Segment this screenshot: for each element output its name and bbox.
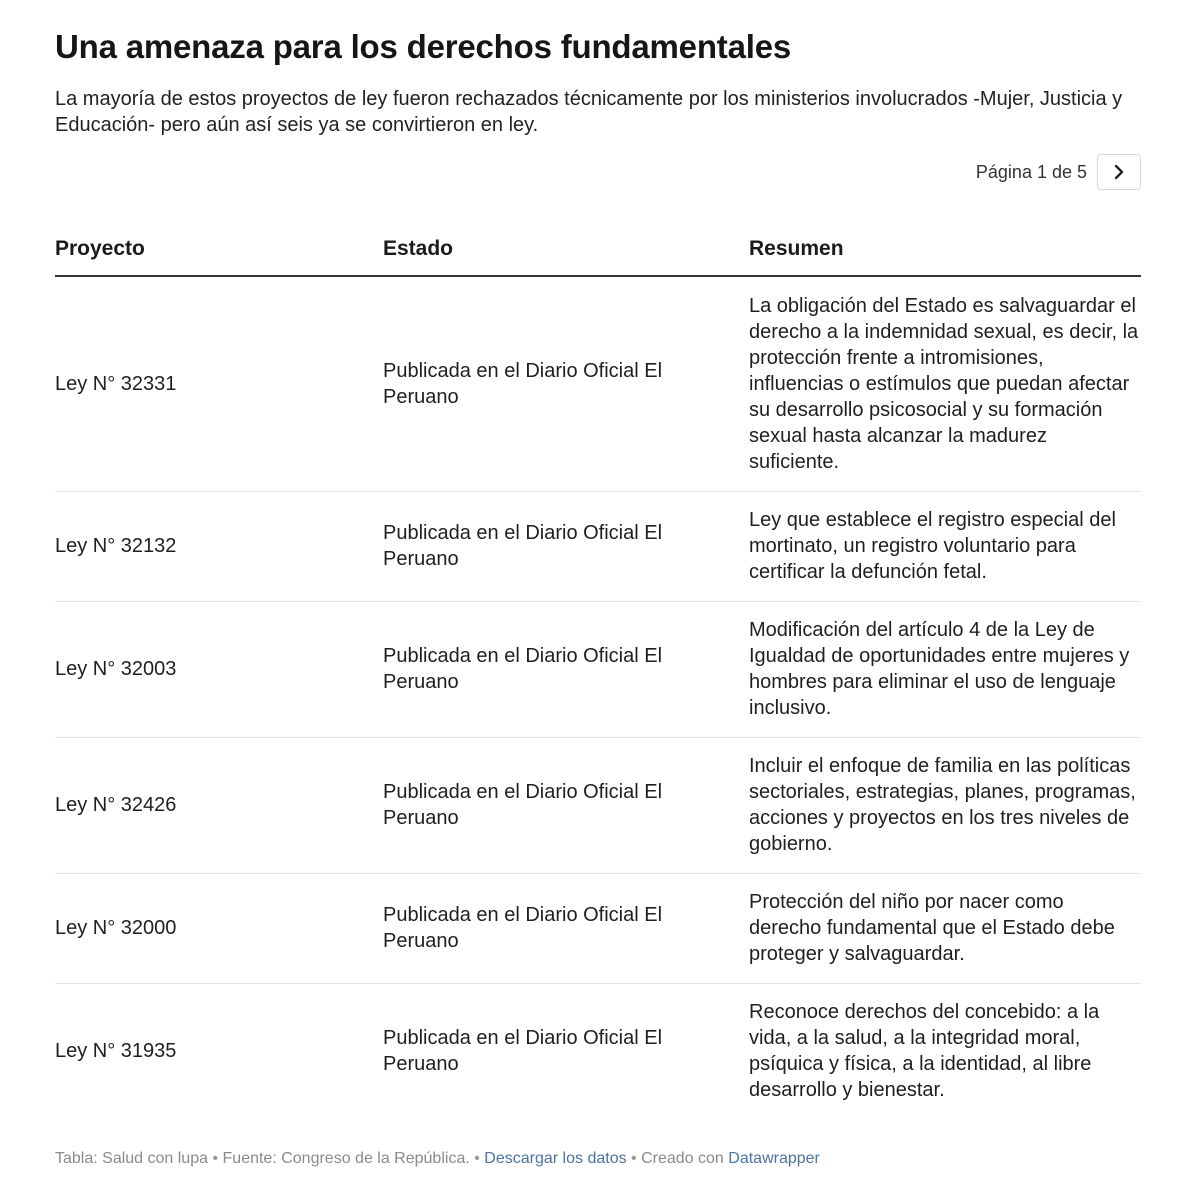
footer-source: Tabla: Salud con lupa: [55, 1150, 208, 1167]
page-title: Una amenaza para los derechos fundamentales: [55, 28, 791, 65]
footer-separator: •: [631, 1150, 637, 1167]
footer-separator: •: [212, 1150, 219, 1167]
footer-created-with: Creado con: [641, 1150, 724, 1167]
cell-estado: Publicada en el Diario Oficial El Peruano: [383, 873, 749, 983]
table-row: [55, 491, 1141, 601]
cell-estado: Publicada en el Diario Oficial El Peruano: [383, 1027, 663, 1076]
cell-resumen: Ley que establece el registro especial del mortinato, un registro voluntario para certificar la defunción fetal.: [749, 491, 1141, 601]
cell-estado: Publicada en el Diario Oficial El Peruano: [383, 737, 749, 873]
cell-estado: Publicada en el Diario Oficial El Peruano: [383, 276, 749, 491]
download-data-link[interactable]: Descargar los datos: [484, 1150, 627, 1167]
table-row: [55, 983, 1141, 1119]
pagination-label: Página 1 de 5: [975, 161, 1087, 182]
column-header-resumen[interactable]: Resumen: [749, 222, 1141, 276]
cell-estado: Publicada en el Diario Oficial El Peruano: [383, 601, 749, 737]
footer-notes: [55, 1150, 820, 1168]
cell-resumen: Modificación del artículo 4 de la Ley de Igualdad de oportunidades entre mujeres y hombres para eliminar el uso de lenguaje inclusivo.: [749, 601, 1141, 737]
cell-proyecto: Ley N° 32000: [55, 873, 383, 983]
laws-table: [55, 222, 1141, 1119]
table-row: [55, 601, 1141, 737]
column-header-proyecto[interactable]: Proyecto: [55, 222, 383, 276]
cell-proyecto: Ley N° 31935: [55, 1040, 177, 1063]
cell-proyecto: Ley N° 32331: [55, 276, 383, 491]
cell-proyecto: Ley N° 32003: [55, 601, 383, 737]
cell-proyecto: Ley N° 32426: [55, 737, 383, 873]
table-row: [55, 276, 1141, 491]
table-row: [55, 737, 1141, 873]
next-page-button[interactable]: [1097, 154, 1141, 190]
column-header-estado[interactable]: Estado: [383, 222, 749, 276]
cell-resumen: Protección del niño por nacer como derecho fundamental que el Estado debe proteger y salvaguardar.: [749, 873, 1141, 983]
chevron-right-icon: [1112, 164, 1126, 180]
cell-estado: Publicada en el Diario Oficial El Peruano: [383, 491, 749, 601]
page-subtitle: La mayoría de estos proyectos de ley fueron rechazados técnicamente por los ministerios involucrados -Mujer, Justicia y Educación- pero aún así seis ya se convirtieron en ley.: [55, 88, 1123, 136]
table-header-row: [55, 222, 1141, 276]
cell-resumen: Incluir el enfoque de familia en las políticas sectoriales, estrategias, planes, programas, acciones y proyectos en los tres niveles de gobierno.: [749, 737, 1141, 873]
table-row: [55, 873, 1141, 983]
footer-fuente: Fuente: Congreso de la República.: [222, 1150, 470, 1167]
cell-proyecto: Ley N° 32132: [55, 491, 383, 601]
pagination: [976, 153, 1141, 191]
cell-resumen: Reconoce derechos del concebido: a la vida, a la salud, a la integridad moral, psíquica y física, a la identidad, al libre desarrollo y bienestar.: [749, 1001, 1100, 1102]
datawrapper-link[interactable]: Datawrapper: [728, 1150, 820, 1167]
cell-resumen: La obligación del Estado es salvaguardar el derecho a la indemnidad sexual, es decir, la protección frente a intromisiones, influencias o estímulos que puedan afectar su desarrollo psicosocial y su formación sexual hasta alcanzar la madurez suficiente.: [749, 276, 1141, 491]
footer-separator: •: [474, 1150, 480, 1167]
